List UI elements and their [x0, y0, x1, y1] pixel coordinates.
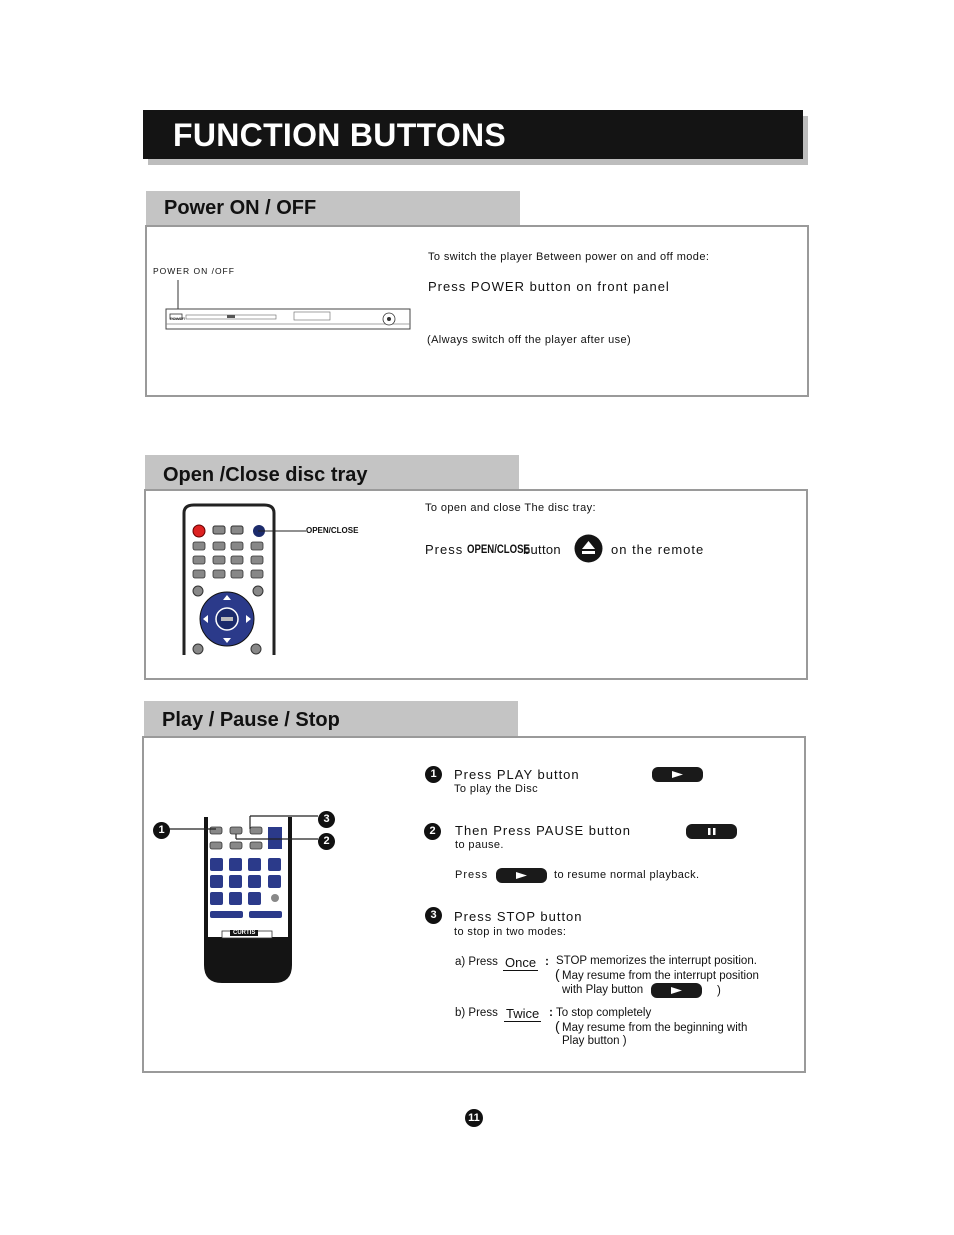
power-device-label: POWER ON /OFF [153, 266, 235, 276]
resume-text: to resume normal playback. [554, 869, 700, 881]
mode-b-paren-line2: Play button ) [562, 1035, 627, 1047]
mode-b-label: b) Press [455, 1007, 498, 1019]
disc-press-word: Press [425, 542, 464, 557]
mode-a-desc: STOP memorizes the interrupt position. [556, 955, 757, 967]
power-section-heading: Power ON / OFF [164, 197, 317, 219]
pause-button-graphic [686, 824, 737, 839]
step3-title: Press STOP button [454, 909, 583, 924]
power-instruction-main: Press POWER button on front panel [428, 279, 670, 294]
remote-brand: CURTIS [230, 930, 258, 936]
power-note: (Always switch off the player after use) [427, 334, 632, 346]
disc-on-remote: on the remote [611, 542, 705, 557]
step1-title: Press PLAY button [454, 767, 580, 782]
mode-b-desc: To stop completely [556, 1007, 652, 1019]
mode-a-paren-line2: with Play button [562, 984, 644, 996]
play-icon [651, 983, 702, 998]
open-close-callout: OPEN/CLOSE [306, 526, 359, 535]
play-button-graphic [652, 767, 703, 782]
step3-number: 3 [425, 907, 442, 924]
mode-a-paren-line1: May resume from the interrupt position [562, 970, 759, 982]
disc-button-word: button [523, 542, 561, 557]
mode-a-colon: : [545, 954, 549, 968]
panel-power-text: POWER [170, 316, 186, 321]
step1-subtitle: To play the Disc [454, 783, 539, 795]
step3-subtitle: to stop in two modes: [454, 926, 567, 938]
mode-a-close-paren: ) [717, 985, 721, 997]
mode-b-open-paren: ( [555, 1018, 560, 1034]
step2-number: 2 [424, 823, 441, 840]
remote-callout-3: 3 [318, 811, 335, 828]
mode-a-key: Once [505, 955, 537, 970]
play-icon [496, 868, 547, 883]
mode-a-play-button-graphic [651, 983, 702, 998]
play-section-heading: Play / Pause / Stop [162, 709, 340, 731]
remote-callout-1: 1 [153, 822, 170, 839]
open-close-button-name: OPEN/CLOSE [467, 542, 530, 556]
dvd-player-front-panel [160, 277, 420, 335]
mode-a-open-paren: ( [555, 966, 560, 982]
mode-b-key: Twice [506, 1006, 540, 1021]
resume-play-button-graphic [496, 868, 547, 883]
mode-b-paren-line1: May resume from the beginning with [562, 1022, 748, 1034]
disc-instruction-intro: To open and close The disc tray: [425, 502, 596, 514]
remote-control-upper [180, 503, 280, 658]
step1-number: 1 [425, 766, 442, 783]
page-number: 11 [465, 1109, 483, 1127]
pause-icon [686, 824, 737, 839]
step2-title: Then Press PAUSE button [455, 823, 631, 838]
mode-b-colon: : [549, 1005, 553, 1019]
power-instruction-intro: To switch the player Between power on and off mode: [428, 251, 710, 263]
remote-callout-lines [168, 812, 328, 852]
page-title: FUNCTION BUTTONS [173, 117, 507, 153]
step2-subtitle: to pause. [455, 839, 504, 851]
mode-a-label: a) Press [455, 956, 498, 968]
open-close-callout-line [258, 530, 306, 534]
resume-press-word: Press [455, 869, 489, 881]
play-icon [652, 767, 703, 782]
disc-section-heading: Open /Close disc tray [163, 464, 368, 486]
remote-callout-2: 2 [318, 833, 335, 850]
eject-icon [574, 534, 603, 563]
